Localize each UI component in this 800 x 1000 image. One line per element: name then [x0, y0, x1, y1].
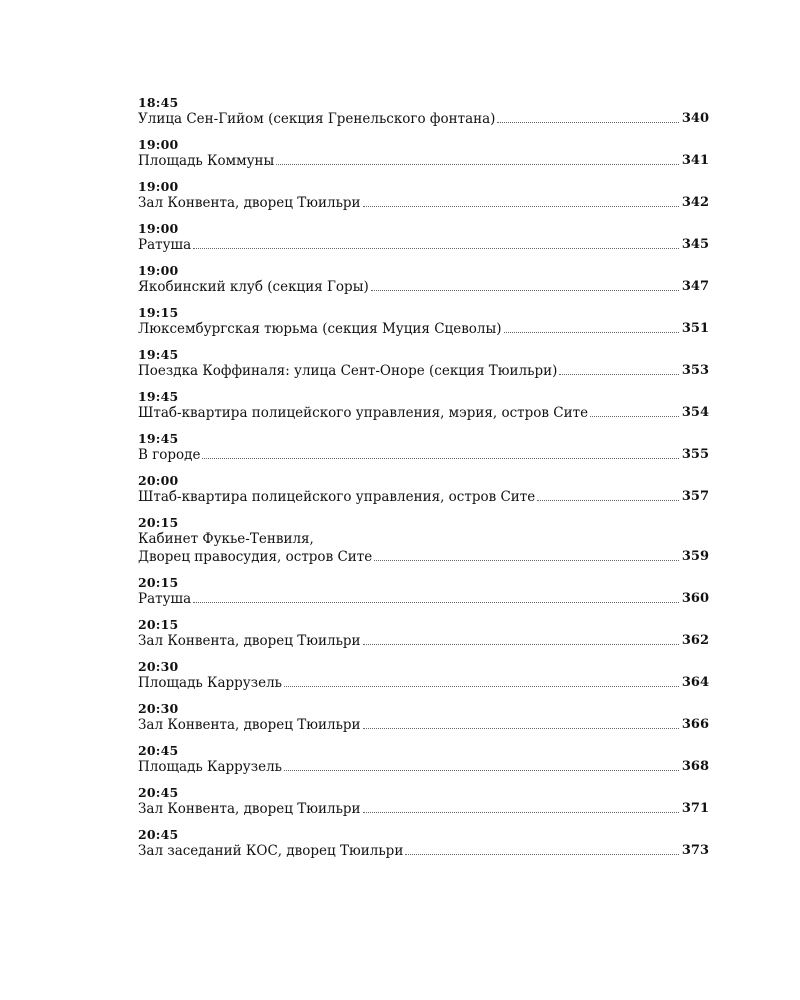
dot-leader: [193, 602, 679, 603]
entry-page-number: 359: [681, 549, 709, 564]
toc-entry: [138, 96, 709, 128]
toc-entry: [138, 516, 709, 566]
entry-title: Зал заседаний КОС, дворец Тюильри: [138, 843, 404, 859]
entry-title: Дворец правосудия, остров Сите: [138, 549, 373, 565]
entry-page-number: 347: [681, 279, 709, 294]
entry-line: [138, 488, 709, 506]
entry-title: Якобинский клуб (секция Горы): [138, 279, 369, 295]
entry-page-number: 354: [681, 405, 709, 420]
entry-line: [138, 590, 709, 608]
entry-time: 20:15: [138, 515, 179, 530]
entry-title: Штаб-квартира полицейского управления, мэрия, остров Сите: [138, 405, 589, 421]
entry-page-number: 351: [681, 321, 709, 336]
entry-time: 19:00: [138, 221, 179, 236]
entry-time: 19:00: [138, 179, 179, 194]
toc-entry: [138, 264, 709, 296]
dot-leader: [559, 374, 679, 375]
dot-leader: [363, 206, 679, 207]
toc-entry: [138, 702, 709, 734]
entry-title: Ратуша: [138, 591, 192, 607]
entry-time: 20:15: [138, 575, 179, 590]
toc-entry: [138, 474, 709, 506]
entry-time: 20:30: [138, 701, 179, 716]
entry-time: 18:45: [138, 95, 179, 110]
toc-entry: [138, 432, 709, 464]
entry-title: Площадь Каррузель: [138, 759, 283, 775]
dot-leader: [284, 686, 679, 687]
entry-title: Улица Сен-Гийом (секция Гренельского фонтана): [138, 111, 496, 127]
dot-leader: [371, 290, 679, 291]
entry-page-number: 362: [681, 633, 709, 648]
entry-title: Зал Конвента, дворец Тюильри: [138, 633, 361, 649]
entry-time: 19:45: [138, 389, 179, 404]
toc-entry: [138, 576, 709, 608]
entry-title: Зал Конвента, дворец Тюильри: [138, 801, 361, 817]
entry-title: Площадь Коммуны: [138, 153, 275, 169]
entry-time: 20:45: [138, 785, 179, 800]
dot-leader: [537, 500, 679, 501]
entry-time: 20:00: [138, 473, 179, 488]
dot-leader: [202, 458, 678, 459]
entry-time: 20:30: [138, 659, 179, 674]
entry-page-number: 373: [681, 843, 709, 858]
entry-line: [138, 404, 709, 422]
entry-time: 20:45: [138, 827, 179, 842]
entry-line: [138, 842, 709, 860]
entry-page-number: 341: [681, 153, 709, 168]
toc-entry: [138, 786, 709, 818]
entry-page-number: 353: [681, 363, 709, 378]
dot-leader: [405, 854, 679, 855]
entry-line: [138, 152, 709, 170]
dot-leader: [497, 122, 678, 123]
toc-entry: [138, 138, 709, 170]
entry-title: Штаб-квартира полицейского управления, остров Сите: [138, 489, 536, 505]
entry-title: Зал Конвента, дворец Тюильри: [138, 717, 361, 733]
entry-title: Люксембургская тюрьма (секция Муция Сцеволы): [138, 321, 502, 337]
entry-page-number: 355: [681, 447, 709, 462]
toc-entry: [138, 828, 709, 860]
dot-leader: [193, 248, 679, 249]
entry-page-number: 340: [681, 111, 709, 126]
entry-page-number: 368: [681, 759, 709, 774]
entry-line: [138, 758, 709, 776]
toc-entry: [138, 348, 709, 380]
entry-line: [138, 446, 709, 464]
toc-entry: [138, 618, 709, 650]
entry-line: [138, 548, 709, 566]
dot-leader: [276, 164, 679, 165]
entry-line: [138, 800, 709, 818]
dot-leader: [363, 812, 679, 813]
entry-time: 19:00: [138, 137, 179, 152]
entry-title: Ратуша: [138, 237, 192, 253]
entry-page-number: 345: [681, 237, 709, 252]
dot-leader: [590, 416, 679, 417]
entry-page-number: 342: [681, 195, 709, 210]
dot-leader: [363, 728, 679, 729]
entry-line: [138, 278, 709, 296]
dot-leader: [284, 770, 679, 771]
entry-time: 19:15: [138, 305, 179, 320]
toc-entry: [138, 180, 709, 212]
entry-title: Площадь Каррузель: [138, 675, 283, 691]
entry-title: Зал Конвента, дворец Тюильри: [138, 195, 361, 211]
toc-entry: [138, 390, 709, 422]
entry-time: 20:45: [138, 743, 179, 758]
entry-line: [138, 110, 709, 128]
entry-line: [138, 320, 709, 338]
entry-title-first-line: Кабинет Фукье-Тенвиля,: [138, 531, 314, 547]
toc-entry: [138, 306, 709, 338]
entry-page-number: 371: [681, 801, 709, 816]
entry-title: Поездка Коффиналя: улица Сент-Оноре (секция Тюильри): [138, 363, 558, 379]
entry-line: [138, 194, 709, 212]
table-of-contents: [138, 96, 709, 870]
entry-page-number: 366: [681, 717, 709, 732]
entry-time: 20:15: [138, 617, 179, 632]
entry-line: [138, 674, 709, 692]
entry-line: [138, 362, 709, 380]
dot-leader: [363, 644, 679, 645]
entry-page-number: 364: [681, 675, 709, 690]
entry-time: 19:00: [138, 263, 179, 278]
entry-time: 19:45: [138, 431, 179, 446]
entry-line: [138, 632, 709, 650]
entry-time: 19:45: [138, 347, 179, 362]
toc-entry: [138, 660, 709, 692]
entry-line: [138, 716, 709, 734]
dot-leader: [374, 560, 679, 561]
entry-title: В городе: [138, 447, 201, 463]
toc-entry: [138, 222, 709, 254]
entry-page-number: 360: [681, 591, 709, 606]
entry-page-number: 357: [681, 489, 709, 504]
toc-entry: [138, 744, 709, 776]
entry-line: [138, 236, 709, 254]
dot-leader: [504, 332, 679, 333]
